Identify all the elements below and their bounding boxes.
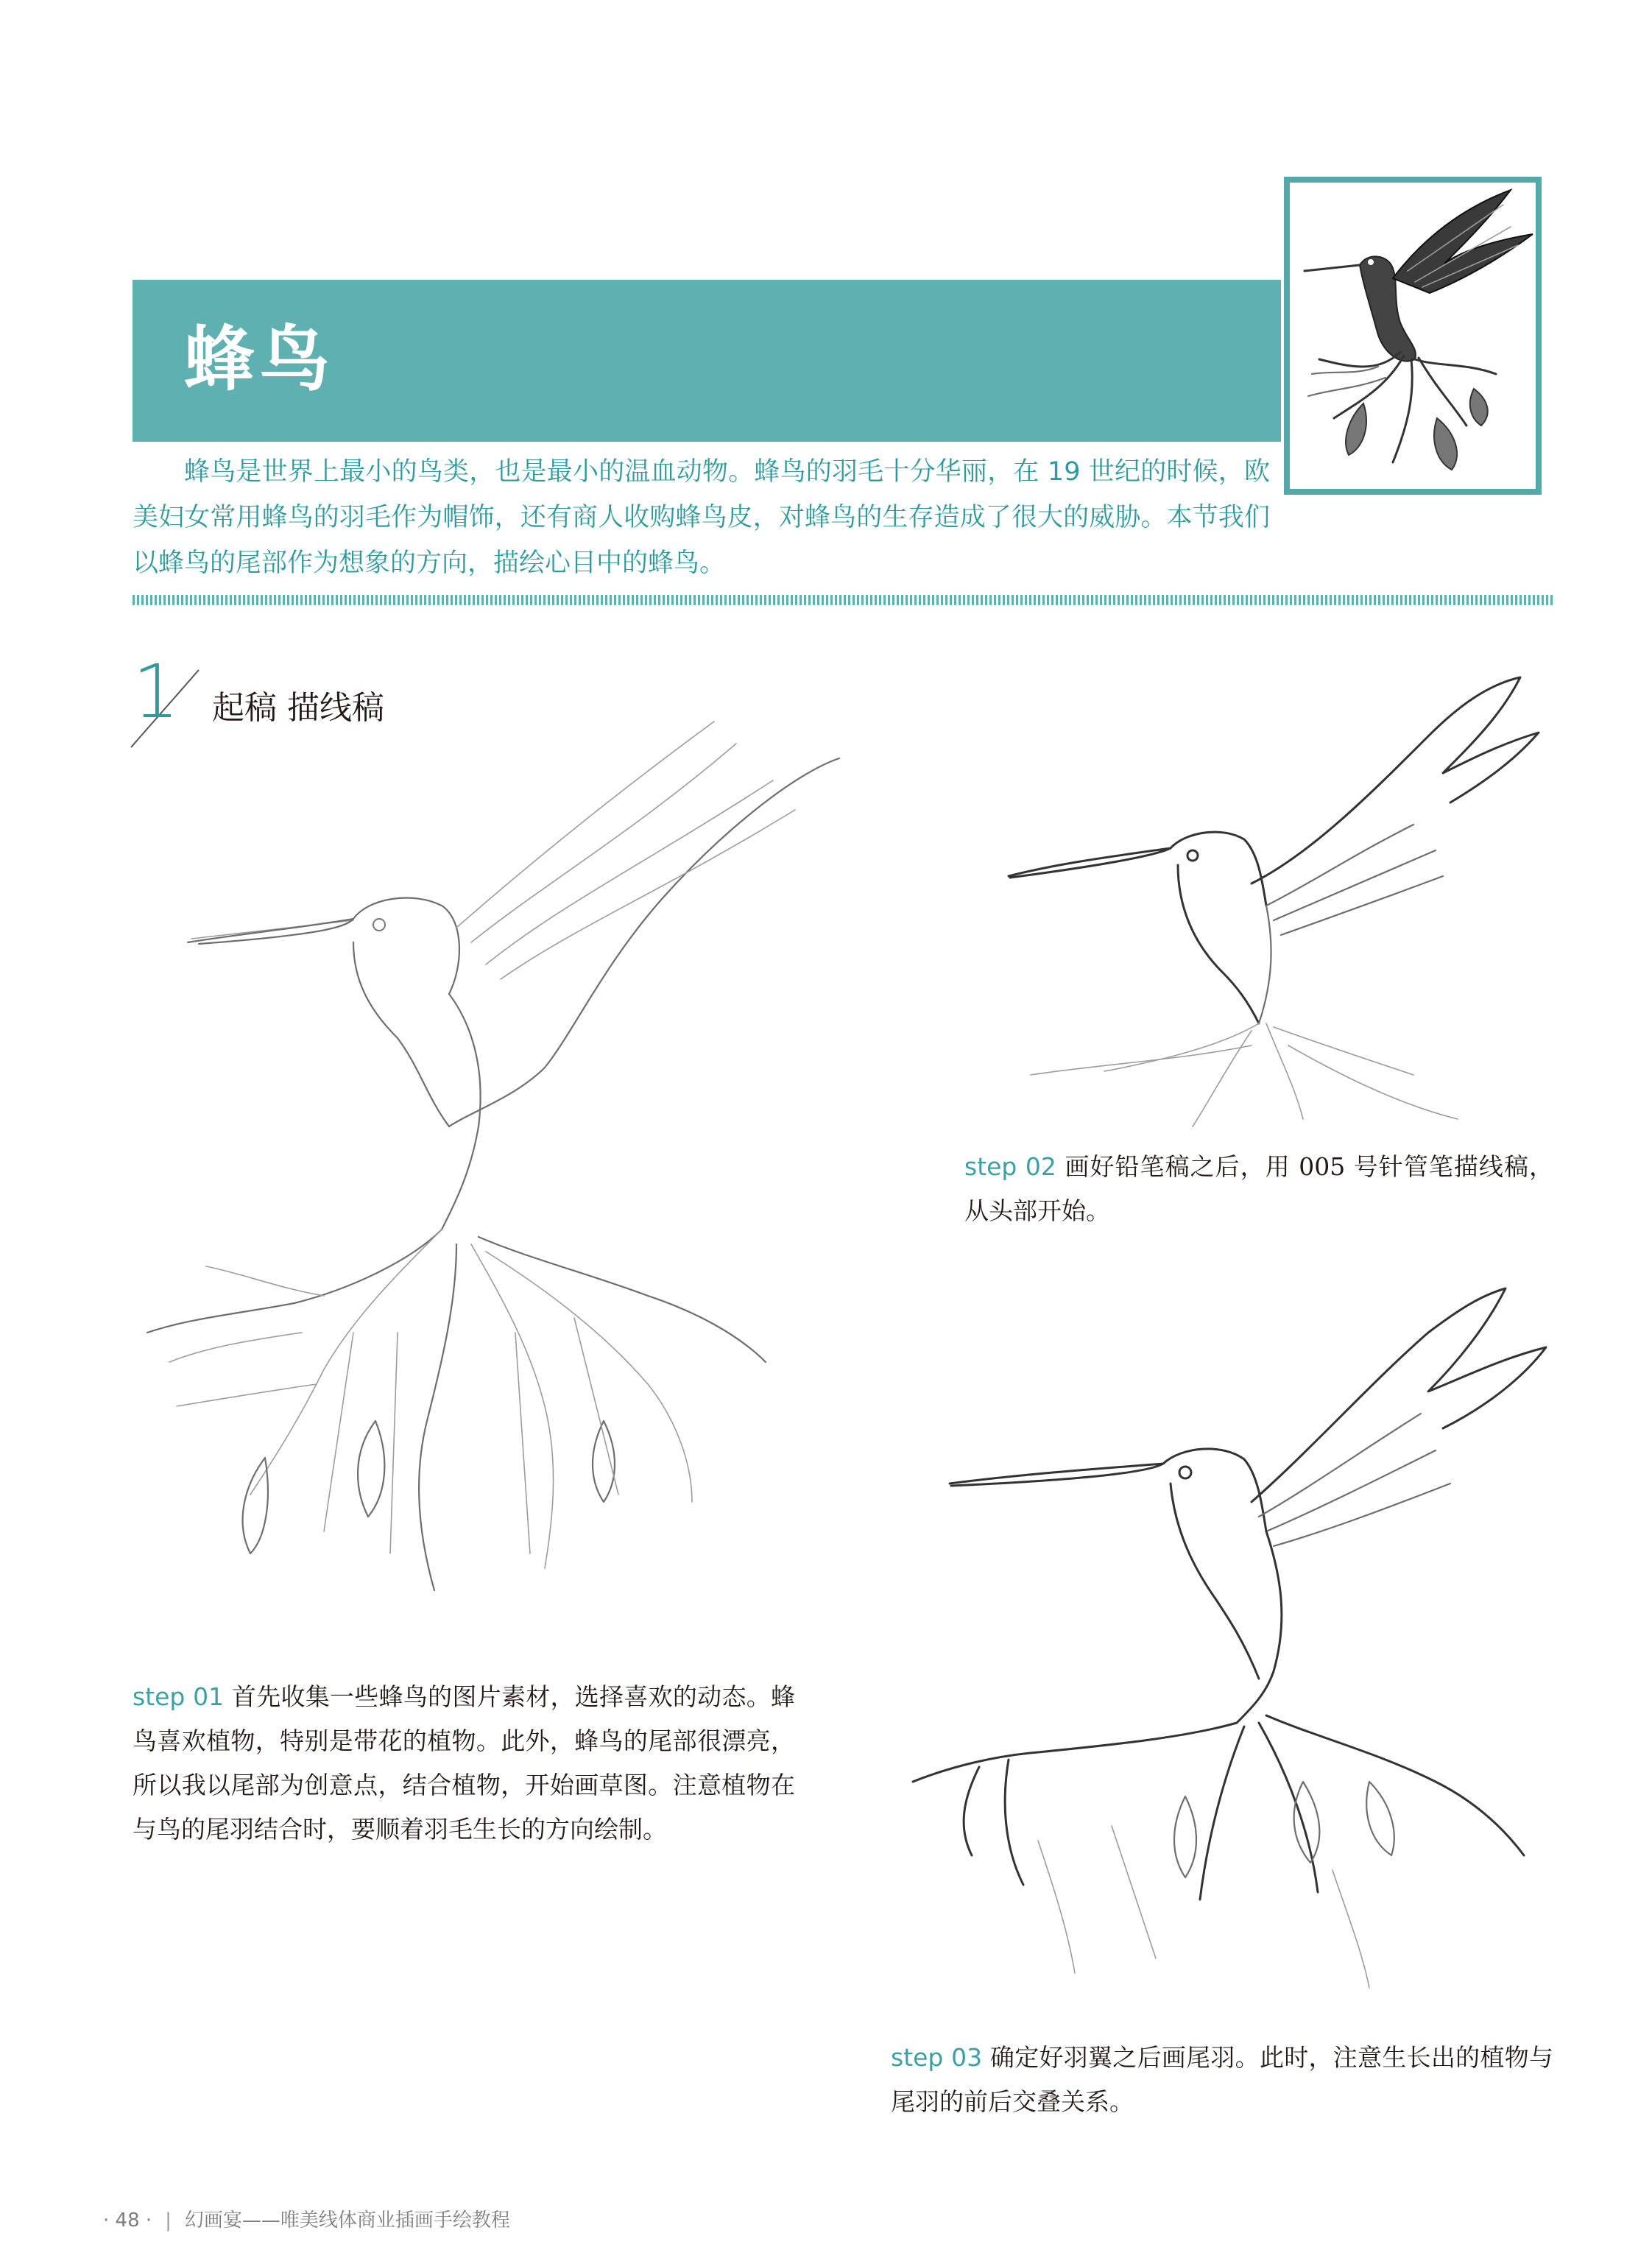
step-03-caption [891,2036,1553,2124]
step-01-sketch-image [133,685,891,1657]
hummingbird-thumbnail-icon [1290,183,1536,489]
step-03-sketch-image [891,1266,1568,2003]
step-01-label: step 01 [133,1682,225,1711]
section-title: 起稿 描线稿 [212,689,384,727]
page-footer: · 48 · | 幻画宴——唯美线体商业插画手绘教程 [103,2209,510,2232]
dotted-divider [133,595,1553,605]
section-number: 1 [133,649,180,735]
step-02-caption [964,1145,1553,1233]
thumbnail-frame [1284,177,1542,495]
step-01-text: 首先收集一些蜂鸟的图片素材，选择喜欢的动态。蜂鸟喜欢植物，特别是带花的植物。此外，蜂鸟的尾部很漂亮，所以我以尾部为创意点，结合植物，开始画草图。注意植物在与鸟的尾羽结合时，要顺着羽毛生长的方向绘制。 [133,1682,795,1844]
page-number: · 48 · [103,2209,152,2232]
step-01-caption [133,1675,795,1852]
step-03-text: 确定好羽翼之后画尾羽。此时，注意生长出的植物与尾羽的前后交叠关系。 [891,2043,1553,2116]
step-03-label: step 03 [891,2043,983,2072]
step-02-sketch-image [957,663,1568,1134]
intro-paragraph: 蜂鸟是世界上最小的鸟类，也是最小的温血动物。蜂鸟的羽毛十分华丽，在 19 世纪的时候，欧美妇女常用蜂鸟的羽毛作为帽饰，还有商人收购蜂鸟皮，对蜂鸟的生存造成了很大的威胁。本节我们以蜂鸟的尾部作为想象的方向，描绘心目中的蜂鸟。 [133,457,1270,578]
step-02-label: step 02 [964,1152,1056,1181]
book-title: 幻画宴——唯美线体商业插画手绘教程 [184,2209,510,2232]
page-title: 蜂鸟 [184,318,334,401]
step-02-text: 画好铅笔稿之后，用 005 号针管笔描线稿，从头部开始。 [964,1152,1553,1225]
